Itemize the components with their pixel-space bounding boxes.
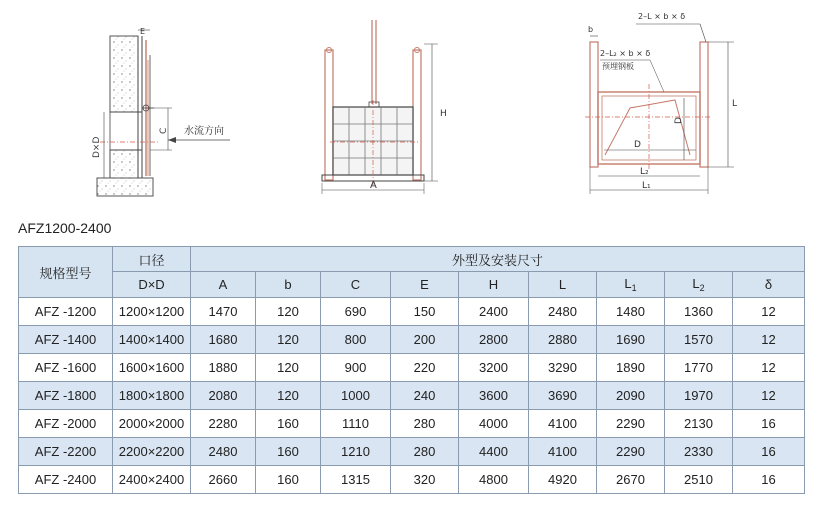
spec-table — [18, 246, 805, 494]
table-cell-b: 160 — [256, 438, 321, 466]
table-cell-l: 3690 — [529, 382, 597, 410]
table-cell-size: 1200×1200 — [113, 298, 191, 326]
table-cell-c: 800 — [321, 326, 391, 354]
table-row — [19, 438, 805, 466]
table-cell-d: 16 — [733, 466, 805, 494]
table-cell-a: 2080 — [191, 382, 256, 410]
label-h: H — [440, 109, 447, 119]
table-cell-h: 4400 — [459, 438, 529, 466]
table-row — [19, 354, 805, 382]
table-cell-b: 120 — [256, 354, 321, 382]
series-title: AFZ1200-2400 — [18, 220, 112, 236]
label-angle-top: 2–L × b × δ — [638, 12, 686, 21]
label-b: b — [588, 25, 594, 34]
label-angle-embed: 2–L₂ × b × δ — [600, 49, 651, 58]
table-cell-d: 16 — [733, 438, 805, 466]
table-cell-h: 2400 — [459, 298, 529, 326]
label-e: E — [140, 27, 146, 36]
table-cell-c: 1110 — [321, 410, 391, 438]
table-cell-l1: 2290 — [597, 438, 665, 466]
label-dxd: D×D — [92, 136, 102, 158]
table-cell-e: 280 — [391, 438, 459, 466]
header-col-delta: δ — [733, 272, 805, 298]
table-cell-c: 1000 — [321, 382, 391, 410]
table-cell-l2: 2330 — [665, 438, 733, 466]
table-cell-h: 3600 — [459, 382, 529, 410]
header-col-l1: $L_1$ — [597, 272, 665, 298]
header-col-a: A — [191, 272, 256, 298]
header-col-l2: $L_2$ — [665, 272, 733, 298]
table-cell-l2: 1570 — [665, 326, 733, 354]
label-l2: L₂ — [640, 167, 649, 177]
header-caliber: 口径 — [113, 247, 191, 272]
table-cell-model: AFZ -2400 — [19, 466, 113, 494]
wall-concrete — [110, 36, 138, 112]
table-cell-l1: 1480 — [597, 298, 665, 326]
table-cell-l2: 1360 — [665, 298, 733, 326]
table-cell-size: 2200×2200 — [113, 438, 191, 466]
front-view-drawing — [322, 20, 447, 194]
table-cell-l2: 1770 — [665, 354, 733, 382]
table-cell-c: 1210 — [321, 438, 391, 466]
header-model: 规格型号 — [19, 247, 113, 298]
table-cell-c: 900 — [321, 354, 391, 382]
table-cell-a: 1470 — [191, 298, 256, 326]
table-row — [19, 298, 805, 326]
spec-table-body — [19, 298, 805, 494]
table-cell-size: 2400×2400 — [113, 466, 191, 494]
table-cell-l: 2880 — [529, 326, 597, 354]
table-cell-a: 2280 — [191, 410, 256, 438]
table-cell-l: 3290 — [529, 354, 597, 382]
table-cell-e: 320 — [391, 466, 459, 494]
table-cell-model: AFZ -1600 — [19, 354, 113, 382]
table-cell-e: 240 — [391, 382, 459, 410]
table-cell-e: 200 — [391, 326, 459, 354]
label-embed-plate: 预埋钢板 — [602, 62, 634, 71]
table-cell-l1: 1690 — [597, 326, 665, 354]
table-cell-l2: 2510 — [665, 466, 733, 494]
table-cell-model: AFZ -1200 — [19, 298, 113, 326]
label-a: A — [370, 180, 377, 191]
technical-drawings — [0, 0, 814, 215]
table-row — [19, 326, 805, 354]
table-cell-h: 3200 — [459, 354, 529, 382]
side-view-drawing — [92, 27, 230, 196]
table-cell-l1: 1890 — [597, 354, 665, 382]
floor-concrete — [97, 178, 153, 196]
table-cell-l: 4920 — [529, 466, 597, 494]
table-cell-b: 120 — [256, 326, 321, 354]
table-cell-b: 160 — [256, 466, 321, 494]
header-col-e: E — [391, 272, 459, 298]
table-cell-a: 1880 — [191, 354, 256, 382]
label-l1: L₁ — [642, 181, 651, 191]
table-cell-h: 2800 — [459, 326, 529, 354]
table-cell-d: 12 — [733, 326, 805, 354]
header-caliber-sub: D×D — [113, 272, 191, 298]
table-row — [19, 382, 805, 410]
table-cell-c: 1315 — [321, 466, 391, 494]
table-cell-d: 12 — [733, 382, 805, 410]
label-d-vertical: D — [674, 117, 684, 124]
table-cell-a: 1680 — [191, 326, 256, 354]
table-cell-size: 2000×2000 — [113, 410, 191, 438]
table-cell-d: 12 — [733, 354, 805, 382]
table-cell-a: 2660 — [191, 466, 256, 494]
table-cell-l1: 2090 — [597, 382, 665, 410]
header-col-c: C — [321, 272, 391, 298]
table-cell-size: 1600×1600 — [113, 354, 191, 382]
table-cell-l1: 2290 — [597, 410, 665, 438]
table-cell-d: 12 — [733, 298, 805, 326]
table-row — [19, 410, 805, 438]
header-col-h: H — [459, 272, 529, 298]
table-cell-size: 1800×1800 — [113, 382, 191, 410]
table-cell-e: 220 — [391, 354, 459, 382]
table-cell-d: 16 — [733, 410, 805, 438]
flow-direction-label: 水流方向 — [184, 126, 224, 137]
table-row — [19, 466, 805, 494]
table-cell-b: 160 — [256, 410, 321, 438]
table-cell-l: 4100 — [529, 438, 597, 466]
label-d-horizontal: D — [634, 140, 641, 150]
table-cell-h: 4000 — [459, 410, 529, 438]
label-l: L — [732, 99, 738, 109]
table-cell-size: 1400×1400 — [113, 326, 191, 354]
table-cell-e: 280 — [391, 410, 459, 438]
header-col-b: b — [256, 272, 321, 298]
table-cell-model: AFZ -2000 — [19, 410, 113, 438]
table-cell-h: 4800 — [459, 466, 529, 494]
table-cell-model: AFZ -1400 — [19, 326, 113, 354]
plan-view-drawing — [585, 12, 737, 194]
table-cell-model: AFZ -1800 — [19, 382, 113, 410]
table-cell-e: 150 — [391, 298, 459, 326]
table-cell-b: 120 — [256, 382, 321, 410]
table-cell-l: 4100 — [529, 410, 597, 438]
header-dimensions: 外型及安装尺寸 — [191, 247, 805, 272]
header-col-l: L — [529, 272, 597, 298]
table-cell-l: 2480 — [529, 298, 597, 326]
table-cell-a: 2480 — [191, 438, 256, 466]
table-cell-l2: 1970 — [665, 382, 733, 410]
table-cell-l2: 2130 — [665, 410, 733, 438]
table-cell-c: 690 — [321, 298, 391, 326]
table-cell-l1: 2670 — [597, 466, 665, 494]
label-c: C — [159, 127, 169, 134]
table-cell-model: AFZ -2200 — [19, 438, 113, 466]
table-cell-b: 120 — [256, 298, 321, 326]
